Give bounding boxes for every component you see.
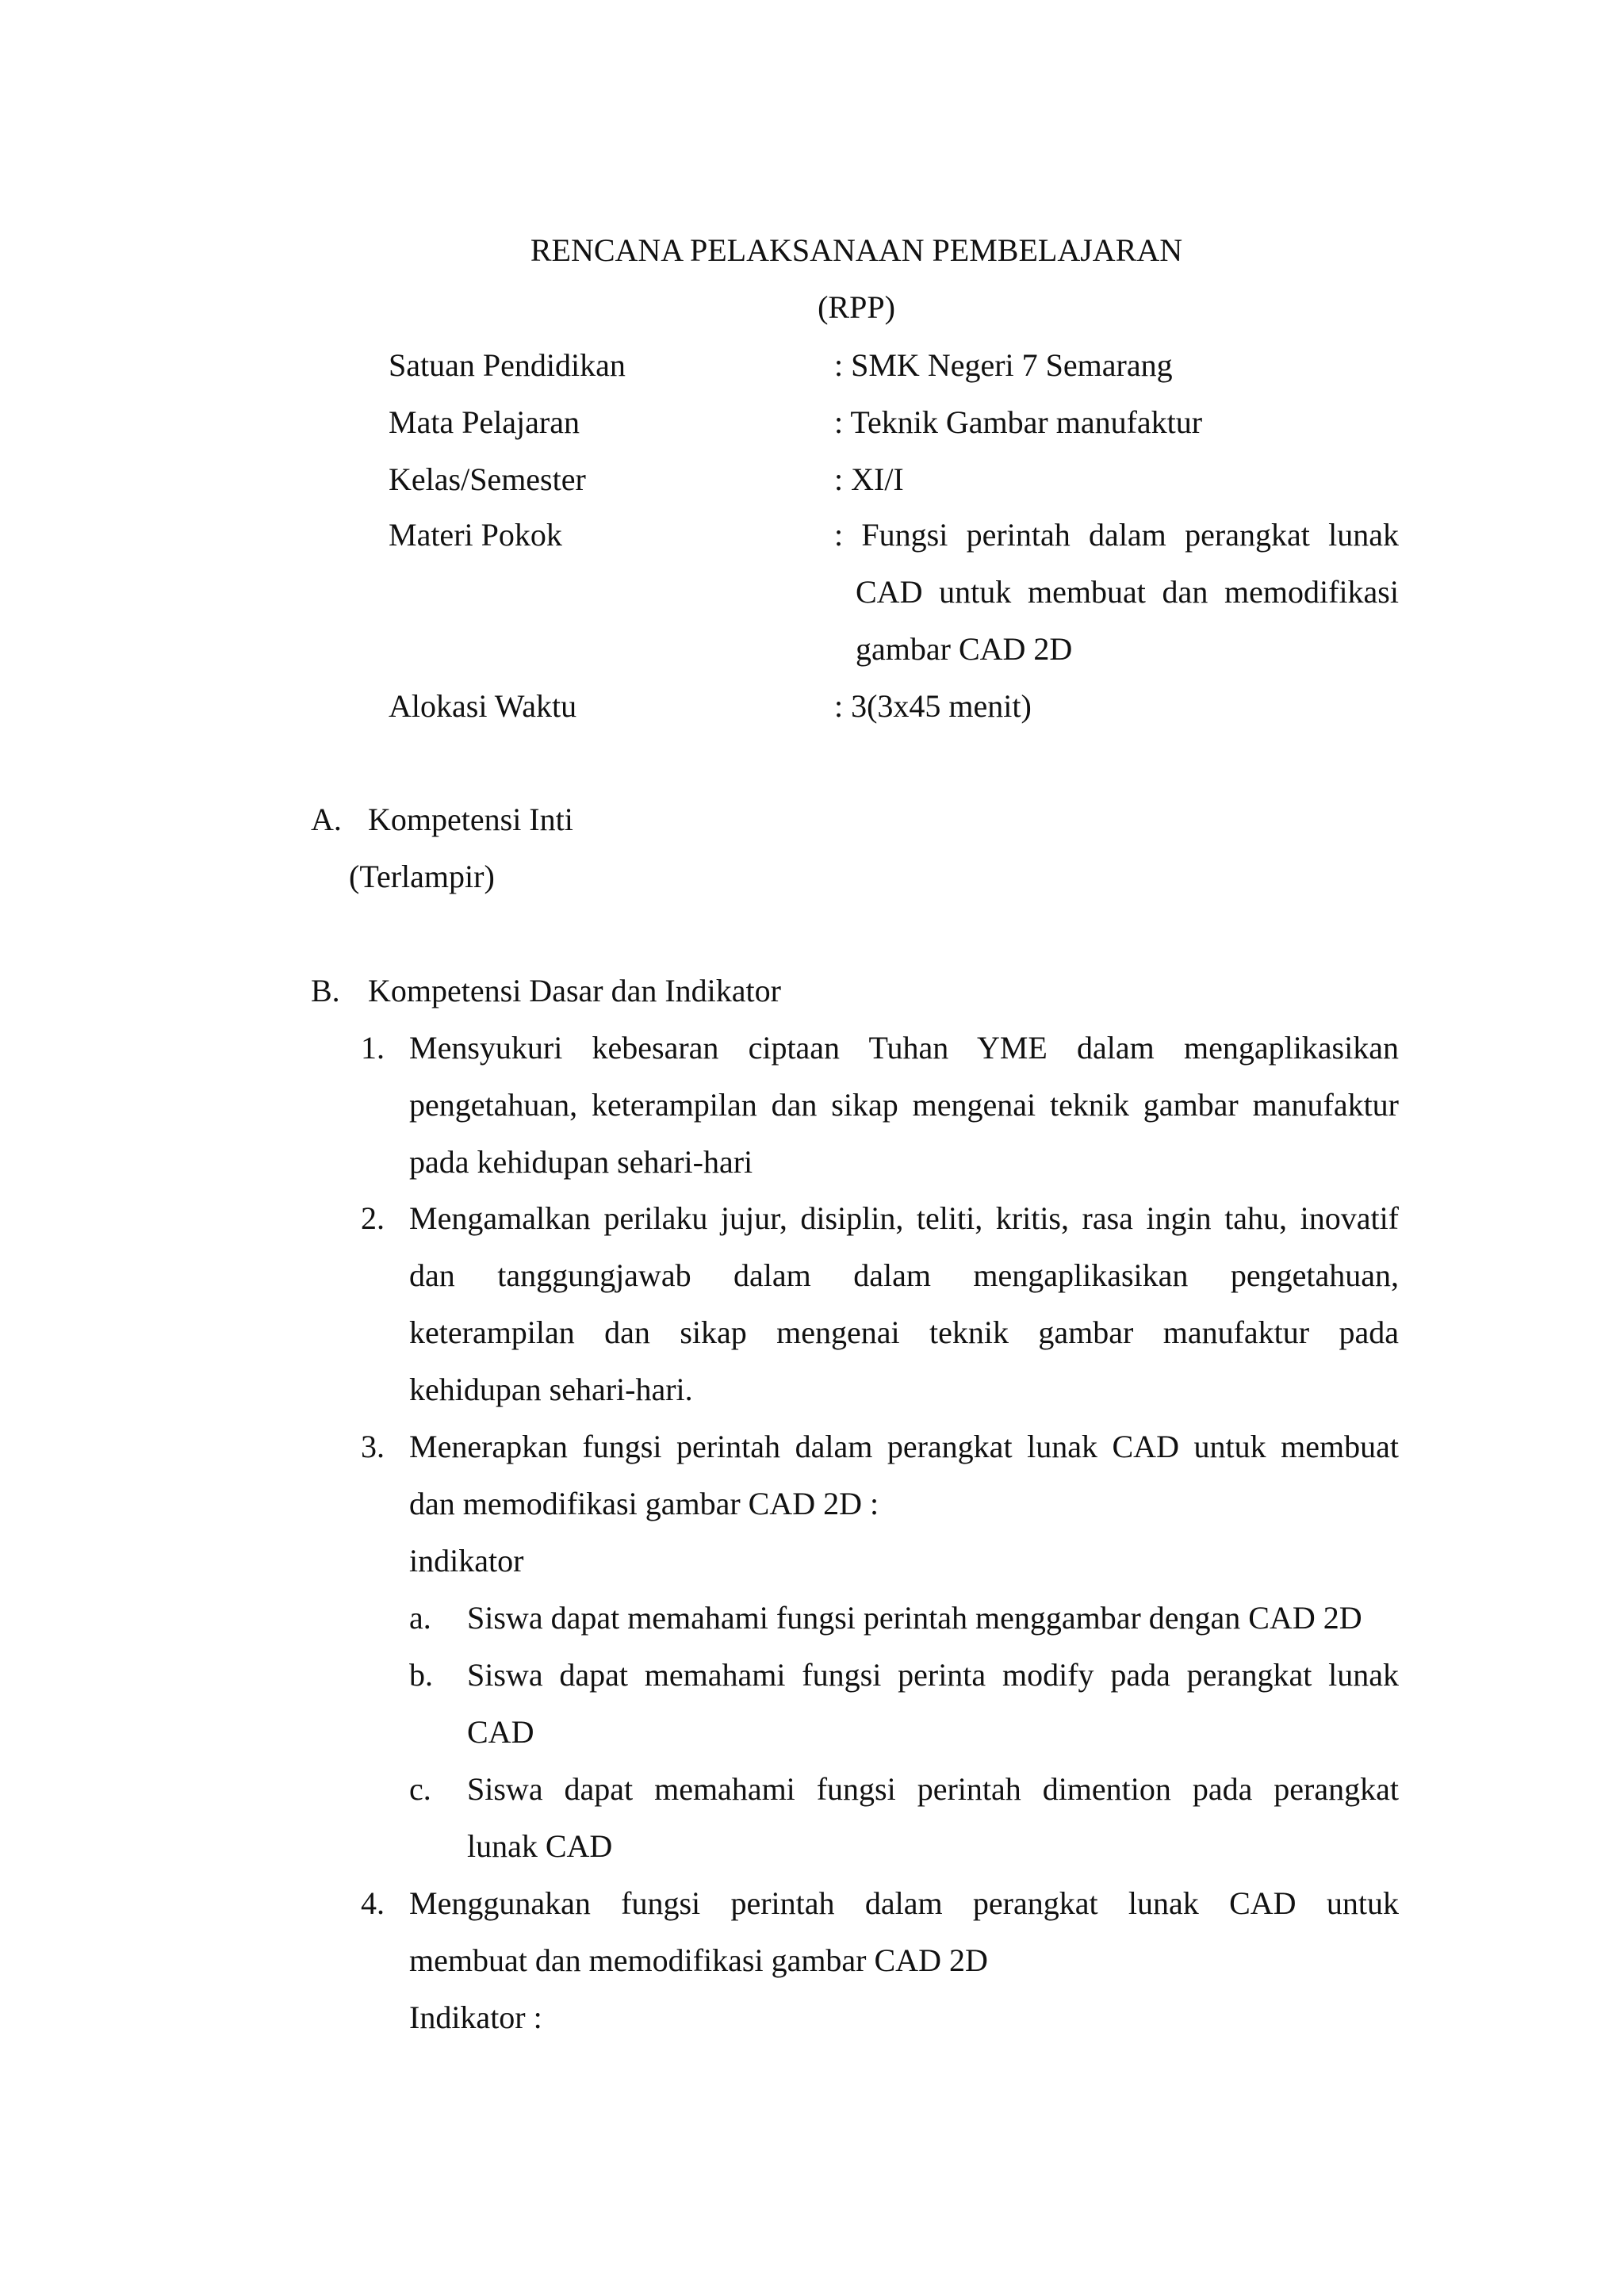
sub-list-text: Siswa dapat memahami fungsi perinta modify pada perangkat lunak (467, 1657, 1399, 1693)
sub-list-text: lunak CAD (467, 1828, 613, 1864)
section-heading: Kompetensi Dasar dan Indikator (368, 973, 781, 1008)
identity-value: : SMK Negeri 7 Semarang (834, 347, 1173, 383)
list-text: Menggunakan fungsi perintah dalam perangkat lunak CAD untuk (409, 1885, 1399, 1921)
identity-value: : Fungsi perintah dalam perangkat lunak (834, 517, 1399, 553)
identity-label: Mata Pelajaran (389, 404, 580, 440)
list-text: pada kehidupan sehari-hari (409, 1144, 753, 1180)
list-text: Mensyukuri kebesaran ciptaan Tuhan YME dalam mengaplikasikan (409, 1030, 1399, 1066)
indicator-label: indikator (409, 1543, 524, 1578)
identity-label: Alokasi Waktu (389, 688, 577, 724)
sub-list-text: CAD (467, 1714, 534, 1750)
sub-list-letter: c. (409, 1771, 431, 1807)
section-marker: A. (311, 802, 342, 837)
document-subtitle: (RPP) (818, 289, 895, 325)
identity-value: : XI/I (834, 461, 904, 497)
identity-label: Materi Pokok (389, 517, 562, 553)
sub-list-letter: a. (409, 1600, 431, 1636)
list-text: kehidupan sehari-hari. (409, 1372, 693, 1407)
identity-label: Kelas/Semester (389, 461, 586, 497)
sub-list-text: Siswa dapat memahami fungsi perintah dimention pada perangkat (467, 1771, 1399, 1807)
list-text: pengetahuan, keterampilan dan sikap mengenai teknik gambar manufaktur (409, 1087, 1399, 1123)
list-text: dan memodifikasi gambar CAD 2D : (409, 1486, 879, 1521)
list-text: Mengamalkan perilaku jujur, disiplin, teliti, kritis, rasa ingin tahu, inovatif (409, 1200, 1399, 1236)
identity-label: Satuan Pendidikan (389, 347, 626, 383)
identity-value: gambar CAD 2D (856, 631, 1073, 667)
identity-value: CAD untuk membuat dan memodifikasi (856, 574, 1399, 610)
section-marker: B. (311, 973, 340, 1008)
section-note: (Terlampir) (349, 859, 495, 894)
list-text: Menerapkan fungsi perintah dalam perangkat lunak CAD untuk membuat (409, 1429, 1399, 1464)
document-title: RENCANA PELAKSANAAN PEMBELAJARAN (530, 232, 1183, 268)
sub-list-letter: b. (409, 1657, 433, 1693)
list-number: 1. (361, 1030, 385, 1066)
identity-value: : 3(3x45 menit) (834, 688, 1032, 724)
sub-list-text: Siswa dapat memahami fungsi perintah menggambar dengan CAD 2D (467, 1600, 1362, 1636)
indicator-label: Indikator : (409, 1999, 542, 2035)
list-number: 4. (361, 1885, 385, 1921)
list-number: 3. (361, 1429, 385, 1464)
list-text: keterampilan dan sikap mengenai teknik gambar manufaktur pada (409, 1314, 1399, 1350)
list-text: dan tanggungjawab dalam dalam mengaplikasikan pengetahuan, (409, 1257, 1399, 1293)
list-number: 2. (361, 1200, 385, 1236)
identity-value: : Teknik Gambar manufaktur (834, 404, 1203, 440)
section-heading: Kompetensi Inti (368, 802, 573, 837)
list-text: membuat dan memodifikasi gambar CAD 2D (409, 1942, 988, 1978)
